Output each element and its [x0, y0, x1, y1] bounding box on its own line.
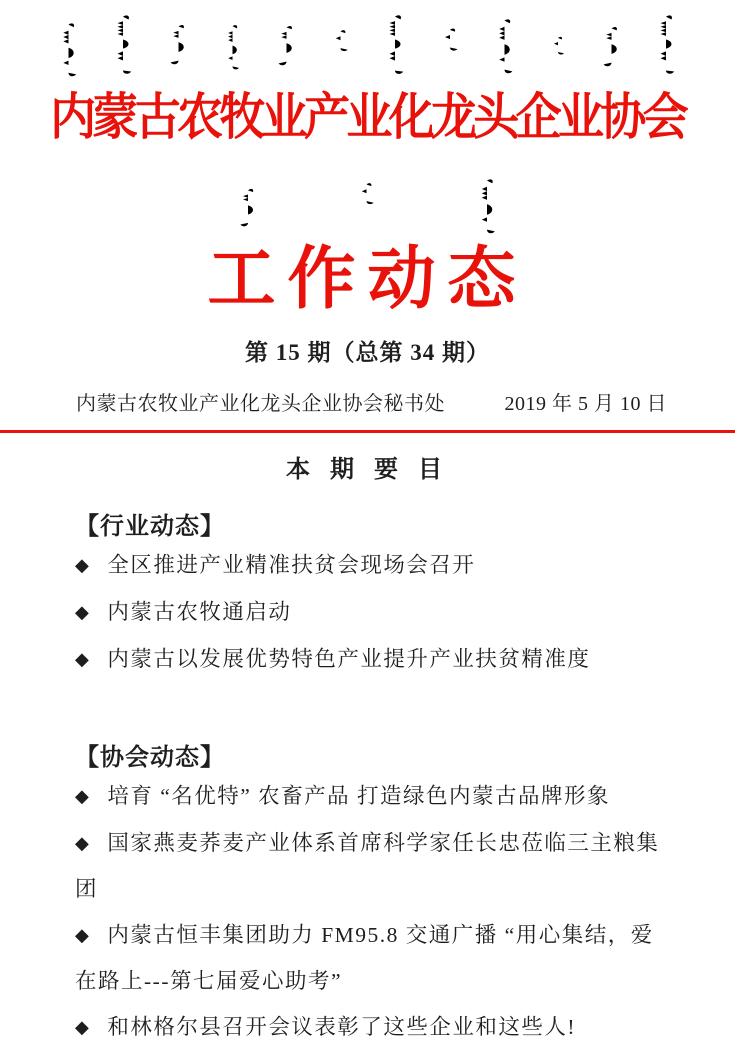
mongolian-word-icon: [276, 20, 297, 70]
toc-heading: 本 期 要 目: [286, 457, 449, 483]
section-association-news: [75, 737, 671, 1051]
toc-item-text: 内蒙古农牧通启动: [107, 600, 292, 624]
toc-item-text: 内蒙古以发展优势特色产业提升产业扶贫精准度: [107, 647, 591, 671]
toc-item: [75, 821, 671, 912]
mongolian-word-icon: [440, 24, 460, 56]
diamond-bullet-icon: ◆: [75, 602, 91, 623]
mongolian-word-icon: [238, 186, 258, 228]
mongolian-word-icon: [112, 14, 134, 76]
publisher-row: [0, 387, 735, 416]
mongolian-word-icon: [384, 12, 406, 78]
toc-item-text: 内蒙古恒丰集团助力 FM95.8 交通广播 “用心集结，爱在路上---第七届爱心助考”: [75, 923, 654, 993]
toc-item: [75, 590, 671, 636]
toc: [0, 506, 735, 1051]
publisher: 内蒙古农牧业产业化龙头企业协会秘书处: [76, 393, 445, 415]
diamond-bullet-icon: ◆: [75, 649, 91, 670]
section-item-list: [75, 543, 671, 683]
toc-item-text: 国家燕麦荞麦产业体系首席科学家任长忠莅临三主粮集团: [75, 831, 660, 901]
toc-item: [75, 774, 671, 820]
section-title: 【协会动态】: [75, 744, 225, 771]
mongolian-word-icon: [357, 182, 376, 206]
issue-number: 第 15 期（总第 34 期）: [245, 340, 490, 365]
red-divider: [0, 430, 735, 433]
diamond-bullet-icon: ◆: [75, 786, 91, 807]
bulletin-page: [0, 10, 735, 1039]
mongolian-word-icon: [331, 28, 350, 54]
mongolian-word-icon: [168, 18, 189, 70]
diamond-bullet-icon: ◆: [75, 925, 91, 946]
mongolian-word-icon: [476, 178, 498, 234]
mongolian-script-header: [58, 10, 678, 80]
diamond-bullet-icon: ◆: [75, 555, 91, 576]
mongolian-word-icon: [494, 18, 515, 74]
toc-item-text: 全区推进产业精准扶贫会现场会召开: [107, 553, 476, 577]
diamond-bullet-icon: ◆: [75, 833, 91, 854]
toc-item: [75, 543, 671, 589]
mongolian-script-subtitle: [238, 178, 498, 236]
association-title: 内蒙古农牧业产业化龙头企业协会: [50, 89, 685, 145]
mongolian-word-icon: [601, 20, 622, 72]
toc-item: [75, 1005, 671, 1051]
mongolian-word-icon: [58, 22, 79, 77]
diamond-bullet-icon: ◆: [75, 1017, 91, 1038]
toc-item: [75, 913, 671, 1004]
toc-item-text: 和林格尔县召开会议表彰了这些企业和这些人!: [107, 1015, 577, 1039]
toc-item-text: 培育 “名优特” 农畜产品 打造绿色内蒙古品牌形象: [107, 784, 611, 808]
section-title: 【行业动态】: [75, 513, 225, 540]
toc-item: [75, 637, 671, 683]
mongolian-word-icon: [223, 24, 242, 70]
publish-date: 2019 年 5 月 10 日: [504, 393, 667, 415]
bulletin-title: 工作动态: [207, 241, 528, 317]
mongolian-word-icon: [549, 36, 567, 56]
mongolian-word-icon: [655, 14, 677, 76]
section-industry-news: [75, 506, 671, 683]
section-item-list: [75, 774, 671, 1051]
